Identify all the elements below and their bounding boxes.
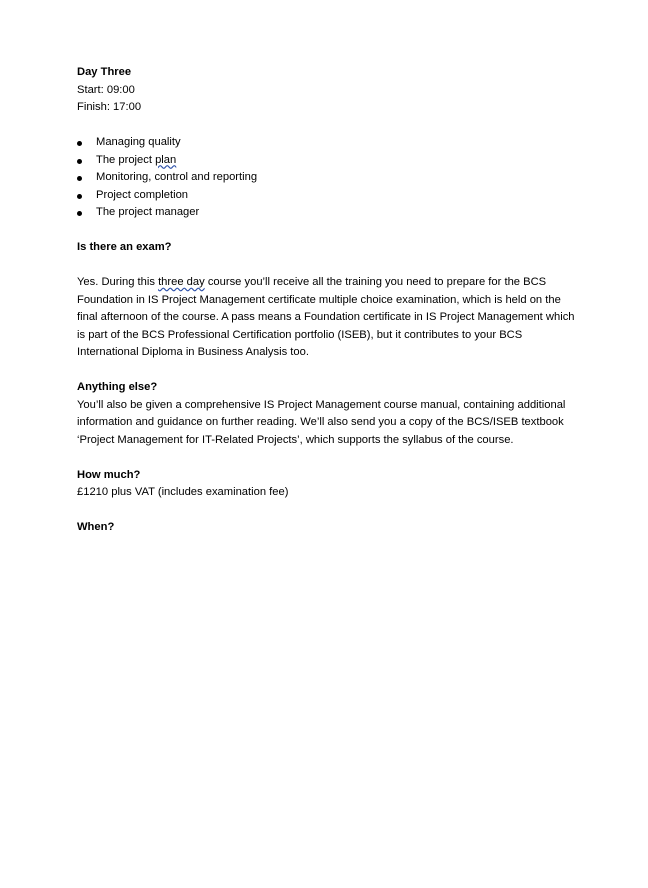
list-item-text: Managing quality [96, 136, 181, 148]
bullet-icon [77, 211, 82, 216]
list-item-text: The project manager [96, 206, 200, 218]
list-item-text: Project completion [96, 188, 189, 201]
list-item [77, 187, 588, 205]
topics-list [77, 134, 588, 222]
list-item [77, 152, 588, 170]
bullet-icon [77, 141, 82, 146]
spacer [77, 502, 588, 520]
exam-heading: Is there an exam? [77, 241, 172, 253]
exam-text-start: Yes. During this [77, 276, 159, 288]
anything-else-heading: Anything else? [77, 381, 158, 393]
anything-else-paragraph: You’ll also be given a comprehensive IS Project Management course manual, containing additional information and guidance on further reading. We’ll also send you a copy of the BCS/ISEB textbook ‘Project Management for IT-Related Projects’, which supports the syllabus of the course. [77, 398, 566, 446]
start-time: Start: 09:00 [77, 83, 135, 96]
list-item [77, 134, 588, 152]
spacer [77, 222, 588, 240]
spellcheck-marked-word: plan [155, 153, 177, 166]
spacer [77, 449, 588, 467]
spacer [77, 257, 588, 275]
when-heading: When? [77, 521, 115, 533]
spacer [77, 117, 588, 135]
bullet-icon [77, 159, 82, 164]
bullet-icon [77, 194, 82, 199]
exam-text-rest: course you’ll receive all the training you need to prepare for the BCS Foundation in IS Project Management certificate multiple choice examination, which is held on the final afternoon of the course. A pass means a Foundation certificate in IS Project Management which is part of the BCS Professional Certification portfolio (ISEB), but it contributes to your BCS International Diploma in Business Analysis too. [77, 276, 575, 358]
day-three-heading: Day Three [77, 66, 132, 78]
spellcheck-marked-phrase: three day [158, 276, 205, 288]
bullet-icon [77, 176, 82, 181]
price-text: £1210 plus VAT (includes examination fee) [77, 486, 289, 498]
how-much-heading: How much? [77, 468, 141, 481]
spacer [77, 362, 588, 380]
finish-time: Finish: 17:00 [77, 101, 142, 113]
exam-paragraph [77, 274, 577, 362]
list-item [77, 169, 588, 187]
list-item-text: Monitoring, control and reporting [96, 171, 258, 183]
list-item [77, 204, 588, 222]
list-item-text: The project [96, 153, 156, 166]
